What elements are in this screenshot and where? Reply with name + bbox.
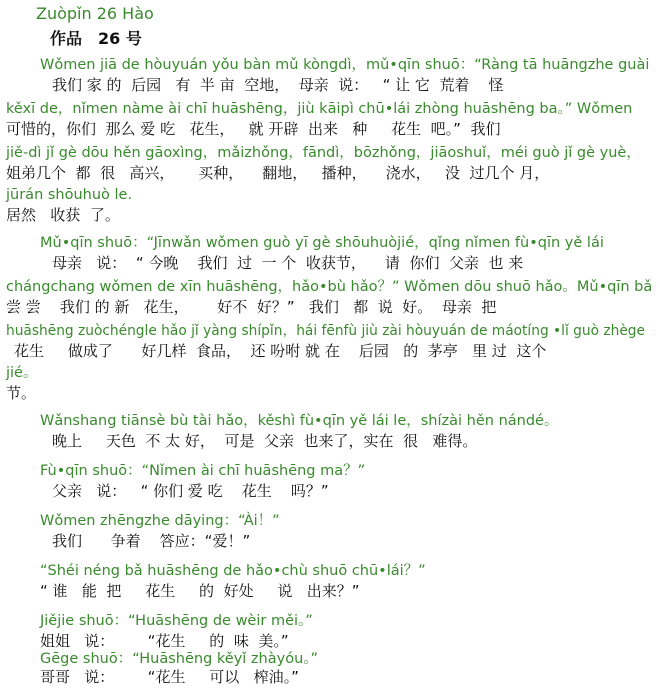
- pinyin-line: huāshēng zuòchéngle hǎo jǐ yàng shípǐn，hái fēnfù jiù zài hòuyuán de máotíng •lǐ guò zhège: [6, 323, 645, 339]
- pinyin-line: Wǒmen jiā de hòuyuán yǒu bàn mǔ kòngdì，mǔ•qīn shuō：“Ràng tā huāngzhe guài: [40, 57, 650, 73]
- hanzi-line: 晚上 天色 不 太 好， 可是 父亲 也来了，实在 很 难得。: [52, 432, 478, 450]
- title-hanzi: 作品 26 号: [50, 29, 142, 48]
- hanzi-line: 花生 做成了 好几样 食品， 还 吩咐 就 在 后园 的 茅亭 里 过 这个: [14, 342, 547, 360]
- hanzi-line: 节。: [6, 384, 37, 402]
- pinyin-line: Wǎnshang tiānsè bù tài hǎo，kěshì fù•qīn yě lái le，shízài hěn nándé。: [40, 413, 559, 429]
- pinyin-line: kěxī de，nǐmen nàme ài chī huāshēng，jiù kāipì chū•lái zhòng huāshēng ba。” Wǒmen: [6, 101, 633, 117]
- hanzi-line: 我们 争着 答应：“爱！”: [52, 532, 251, 550]
- pinyin-line: “Shéi néng bǎ huāshēng de hǎo•chù shuō chū•lái？”: [40, 563, 426, 579]
- hanzi-line: 姐弟几个 都 很 高兴， 买种， 翻地， 播种， 浇水， 没 过几个 月，: [6, 164, 550, 182]
- pinyin-line: jié。: [6, 365, 38, 381]
- hanzi-line: 母亲 说： “ 今晚 我们 过 一 个 收获节， 请 你们 父亲 也 来: [52, 254, 524, 272]
- hanzi-line: 尝 尝 我们 的 新 花生， 好不 好？” 我们 都 说 好。 母亲 把: [6, 298, 497, 316]
- pinyin-line: chángchang wǒmen de xīn huāshēng，hǎo•bù hǎo？” Wǒmen dōu shuō hǎo。Mǔ•qīn bǎ: [6, 279, 653, 295]
- pinyin-line: Jiějie shuō：“Huāshēng de wèir měi。”: [40, 613, 313, 629]
- pinyin-line: Fù•qīn shuō：“Nǐmen ài chī huāshēng ma？”: [40, 463, 366, 479]
- hanzi-line: 我们 家 的 后园 有 半 亩 空地， 母亲 说： “ 让 它 荒着 怪: [52, 76, 504, 94]
- hanzi-line: 居然 收获 了。: [6, 206, 120, 224]
- pinyin-line: Mǔ•qīn shuō：“Jīnwǎn wǒmen guò yī gè shōuhuòjié，qǐng nǐmen fù•qīn yě lái: [40, 235, 604, 251]
- hanzi-line: 哥哥 说： “花生 可以 榨油。”: [40, 668, 299, 686]
- pinyin-line: Wǒmen zhēngzhe dāying：“Ài！”: [40, 513, 280, 529]
- pinyin-line: Gēge shuō：“Huāshēng kěyǐ zhàyóu。”: [40, 651, 319, 667]
- hanzi-line: 姐姐 说： “花生 的 味 美。”: [40, 632, 289, 650]
- hanzi-line: 父亲 说： “ 你们 爱 吃 花生 吗？”: [52, 482, 329, 500]
- hanzi-line: “ 谁 能 把 花生 的 好处 说 出来？”: [40, 582, 360, 600]
- title-pinyin: Zuòpǐn 26 Hào: [36, 4, 154, 23]
- hanzi-line: 可惜的，你们 那么 爱 吃 花生， 就 开辟 出来 种 花生 吧。” 我们: [6, 120, 501, 138]
- pinyin-line: jiě-dì jǐ gè dōu hěn gāoxìng，mǎizhǒng，fāndì，bōzhǒng，jiāoshuǐ，méi guò jǐ gè yuè，: [6, 145, 641, 161]
- pinyin-line: jūrán shōuhuò le.: [6, 187, 133, 203]
